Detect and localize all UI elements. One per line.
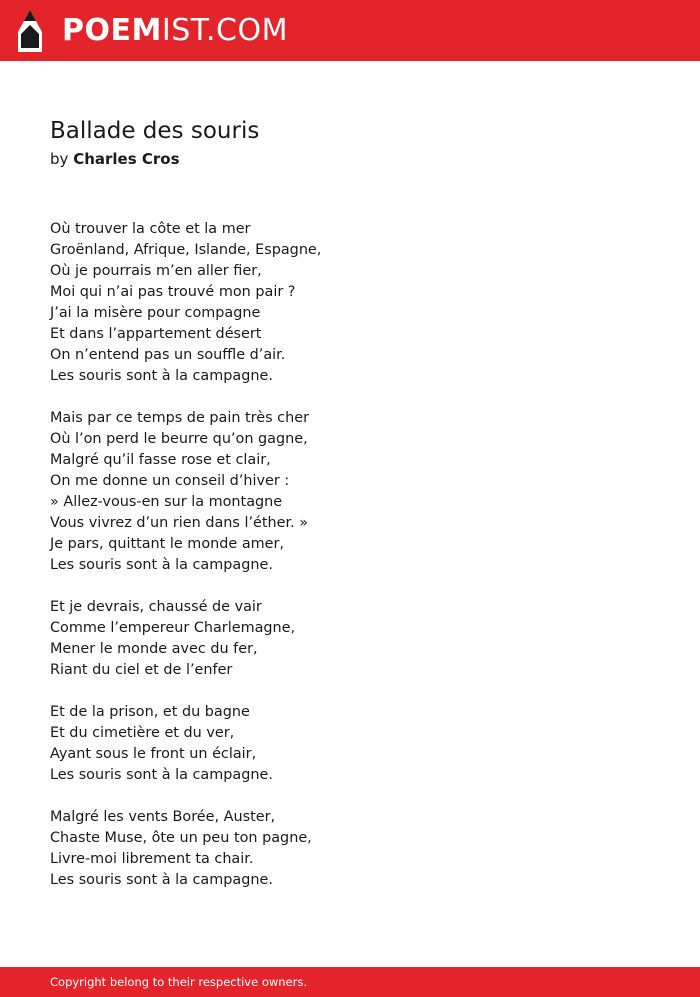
poem-line: Les souris sont à la campagne. — [50, 557, 273, 573]
poem-line: J’ai la misère pour compagne — [50, 305, 261, 321]
poem-line: Ayant sous le front un éclair, — [50, 746, 257, 762]
copyright-text: Copyright belong to their respective owners. — [50, 975, 308, 989]
poem-line: On me donne un conseil d’hiver : — [50, 473, 290, 489]
poem-line: » Allez-vous-en sur la montagne — [50, 494, 283, 510]
poem-line: Mais par ce temps de pain très cher — [50, 410, 309, 426]
poem-title: Ballade des souris — [50, 118, 260, 144]
poem-line: Où trouver la côte et la mer — [50, 221, 251, 237]
poem-line: Riant du ciel et de l’enfer — [50, 662, 233, 678]
pencil-icon[interactable] — [18, 10, 42, 52]
site-logo[interactable] — [62, 11, 288, 51]
poem-line: Les souris sont à la campagne. — [50, 872, 273, 888]
poem-line: Et je devrais, chaussé de vair — [50, 599, 262, 615]
poem-line: On n’entend pas un souffle d’air. — [50, 347, 286, 363]
poem-line: Malgré qu’il fasse rose et clair, — [50, 452, 271, 468]
poem-line: Où l’on perd le beurre qu’on gagne, — [50, 431, 308, 447]
stanza — [50, 219, 610, 387]
stanza — [50, 702, 610, 786]
stanza — [50, 807, 610, 891]
poem-line: Comme l’empereur Charlemagne, — [50, 620, 296, 636]
poem-line: Les souris sont à la campagne. — [50, 368, 273, 384]
poem-line: Mener le monde avec du fer, — [50, 641, 258, 657]
poem-line: Et dans l’appartement désert — [50, 326, 262, 342]
poem-line: Et du cimetière et du ver, — [50, 725, 235, 741]
poem-line: Où je pourrais m’en aller fier, — [50, 263, 262, 279]
stanza — [50, 597, 610, 681]
poem-body — [50, 219, 610, 912]
poem-line: Moi qui n’ai pas trouvé mon pair ? — [50, 284, 296, 300]
brand-light-text: IST.COM — [161, 13, 288, 48]
poem-line: Les souris sont à la campagne. — [50, 767, 273, 783]
site-footer — [0, 967, 700, 997]
by-label: by — [50, 150, 69, 168]
poem-line: Vous vivrez d’un rien dans l’éther. » — [50, 515, 309, 531]
site-header — [0, 0, 700, 61]
poem-line: Et de la prison, et du bagne — [50, 704, 250, 720]
byline — [50, 148, 180, 170]
brand-bold-text: POEM — [62, 13, 162, 48]
author-name: Charles Cros — [73, 150, 180, 168]
poem-line: Livre-moi librement ta chair. — [50, 851, 254, 867]
poem-line: Je pars, quittant le monde amer, — [50, 536, 284, 552]
poem-line: Chaste Muse, ôte un peu ton pagne, — [50, 830, 312, 846]
poem-line: Malgré les vents Borée, Auster, — [50, 809, 276, 825]
stanza — [50, 408, 610, 576]
poem-line: Groënland, Afrique, Islande, Espagne, — [50, 242, 322, 258]
